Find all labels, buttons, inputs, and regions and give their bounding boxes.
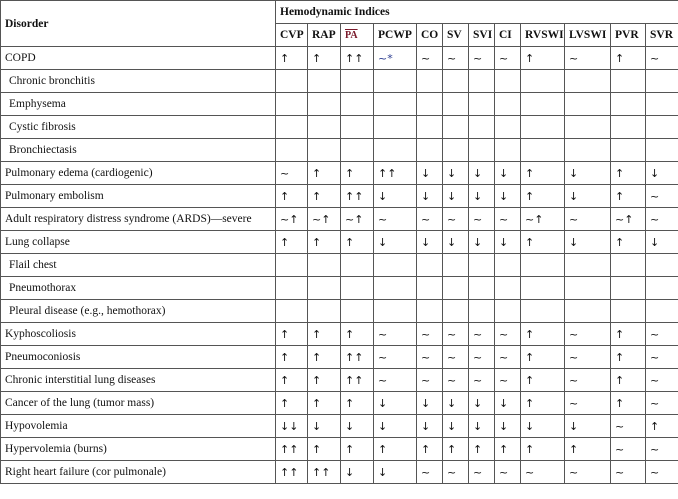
index-value-cell (611, 70, 646, 93)
index-value-cell (469, 139, 495, 162)
index-value-cell: ↑ (308, 185, 341, 208)
index-value-cell (565, 139, 611, 162)
index-value-cell (521, 139, 565, 162)
index-value-cell: ↑↑ (341, 185, 374, 208)
header-row-group (1, 1, 678, 24)
index-value-cell: ~↑ (276, 208, 308, 231)
table-row (1, 93, 678, 116)
index-value-cell: ↓ (417, 162, 443, 185)
disorder-column-header: Disorder (1, 1, 276, 47)
index-value-cell (611, 300, 646, 323)
disorder-name: Cancer of the lung (tumor mass) (1, 392, 276, 415)
index-value-cell: ↓ (374, 415, 417, 438)
index-value-cell (611, 277, 646, 300)
disorder-name: Bronchiectasis (1, 139, 276, 162)
index-value-cell: ↓ (495, 162, 521, 185)
index-value-cell (611, 93, 646, 116)
table-row (1, 415, 678, 438)
table-row (1, 392, 678, 415)
table-row (1, 369, 678, 392)
index-value-cell: ↑ (521, 346, 565, 369)
index-value-cell: ~ (565, 461, 611, 484)
column-header-pcwp: PCWP (374, 24, 417, 47)
index-value-cell (276, 93, 308, 116)
disorder-name: Emphysema (1, 93, 276, 116)
index-value-cell: ~ (611, 461, 646, 484)
index-value-cell (374, 93, 417, 116)
index-value-cell: ↑ (611, 346, 646, 369)
index-value-cell: ↓ (341, 461, 374, 484)
index-value-cell: ~ (565, 392, 611, 415)
index-value-cell: ↓ (374, 461, 417, 484)
index-value-cell: ↓ (443, 162, 469, 185)
index-value-cell: ~ (469, 369, 495, 392)
index-value-cell: ↑ (276, 369, 308, 392)
index-value-cell (443, 277, 469, 300)
index-value-cell (565, 93, 611, 116)
index-value-cell: ~ (646, 461, 678, 484)
index-value-cell (374, 139, 417, 162)
index-value-cell (495, 254, 521, 277)
index-value-cell (611, 254, 646, 277)
index-value-cell: ~ (374, 323, 417, 346)
index-value-cell: ~ (611, 415, 646, 438)
index-value-cell: ↑ (276, 346, 308, 369)
index-value-cell: ↑ (276, 231, 308, 254)
index-value-cell: ↓ (565, 162, 611, 185)
index-value-cell: ↑ (443, 438, 469, 461)
index-value-cell: ↑ (341, 162, 374, 185)
index-value-cell: ~ (495, 346, 521, 369)
index-value-cell (521, 116, 565, 139)
index-value-cell (341, 93, 374, 116)
index-value-cell (521, 254, 565, 277)
index-value-cell: ↓ (646, 231, 678, 254)
index-value-cell: ↑ (521, 392, 565, 415)
index-value-cell: ↑ (521, 231, 565, 254)
index-value-cell: ↑ (276, 392, 308, 415)
table-row (1, 162, 678, 185)
index-value-cell: ↓ (495, 415, 521, 438)
index-value-cell: ~ (646, 438, 678, 461)
column-header-svr: SVR (646, 24, 678, 47)
index-value-cell: ↑ (341, 323, 374, 346)
disorder-name: Chronic interstitial lung diseases (1, 369, 276, 392)
disorder-name: Pulmonary embolism (1, 185, 276, 208)
index-value-cell: ~ (565, 208, 611, 231)
index-value-cell: ~ (646, 392, 678, 415)
index-value-cell (276, 254, 308, 277)
index-value-cell (276, 116, 308, 139)
index-value-cell (374, 116, 417, 139)
table-row (1, 438, 678, 461)
index-value-cell: ~ (469, 208, 495, 231)
index-value-cell: ↑ (611, 47, 646, 70)
index-value-cell: ~ (374, 346, 417, 369)
index-value-cell: ~ (495, 208, 521, 231)
table-row (1, 70, 678, 93)
index-value-cell: ~ (374, 208, 417, 231)
table-row (1, 139, 678, 162)
index-value-cell: ↓ (374, 392, 417, 415)
index-value-cell: ~ (495, 47, 521, 70)
index-value-cell: ↑ (521, 47, 565, 70)
index-value-cell (495, 70, 521, 93)
table-row (1, 323, 678, 346)
index-value-cell: ↓ (495, 231, 521, 254)
index-value-cell (308, 116, 341, 139)
disorder-name: Pneumoconiosis (1, 346, 276, 369)
table-row (1, 461, 678, 484)
index-value-cell: ↓ (469, 185, 495, 208)
index-value-cell: ~↑ (308, 208, 341, 231)
index-value-cell: ↑↑ (341, 47, 374, 70)
index-value-cell: ↑ (308, 323, 341, 346)
index-value-cell (565, 277, 611, 300)
index-value-cell (646, 139, 678, 162)
index-value-cell (469, 254, 495, 277)
index-value-cell (443, 300, 469, 323)
index-value-cell (646, 277, 678, 300)
index-value-cell: ~ (443, 208, 469, 231)
disorder-name: Pleural disease (e.g., hemothorax) (1, 300, 276, 323)
index-value-cell: ↑ (276, 323, 308, 346)
column-header-pvr: PVR (611, 24, 646, 47)
index-value-cell: ↑ (611, 231, 646, 254)
index-value-cell: ↑ (308, 392, 341, 415)
disorder-name: COPD (1, 47, 276, 70)
table-body (1, 47, 678, 484)
index-value-cell (417, 116, 443, 139)
index-value-cell: ~ (276, 162, 308, 185)
index-value-cell: ↓ (374, 231, 417, 254)
index-value-cell: ↑ (521, 323, 565, 346)
disorder-name: Hypovolemia (1, 415, 276, 438)
index-value-cell: ↓ (443, 415, 469, 438)
index-value-cell: ~ (495, 323, 521, 346)
index-value-cell: ↓ (565, 185, 611, 208)
column-header-svi: SVI (469, 24, 495, 47)
index-value-cell: ~ (417, 461, 443, 484)
disorder-name: Right heart failure (cor pulmonale) (1, 461, 276, 484)
index-value-cell: ↓ (417, 231, 443, 254)
index-value-cell: ↑ (646, 415, 678, 438)
index-value-cell (374, 277, 417, 300)
index-value-cell (443, 93, 469, 116)
index-value-cell (308, 93, 341, 116)
disorder-name: Hypervolemia (burns) (1, 438, 276, 461)
index-value-cell (469, 277, 495, 300)
index-value-cell: ~ (443, 461, 469, 484)
index-value-cell (276, 277, 308, 300)
index-value-cell: ↑↑ (276, 461, 308, 484)
index-value-cell: ↑ (341, 392, 374, 415)
index-value-cell: ↑ (308, 231, 341, 254)
index-value-cell: ↑↑ (374, 162, 417, 185)
index-value-cell: ↓ (417, 185, 443, 208)
index-value-cell: ~ (565, 47, 611, 70)
disorder-name: Lung collapse (1, 231, 276, 254)
disorder-name: Adult respiratory distress syndrome (ARDS)—severe (1, 208, 276, 231)
column-header-ci: CI (495, 24, 521, 47)
index-value-cell (341, 254, 374, 277)
table-row (1, 254, 678, 277)
column-header-rap: RAP (308, 24, 341, 47)
index-value-cell (521, 93, 565, 116)
index-value-cell (308, 139, 341, 162)
index-value-cell: ↓ (469, 231, 495, 254)
column-header-rvswi: RVSWI (521, 24, 565, 47)
index-value-cell: ↑ (308, 47, 341, 70)
disorder-name: Flail chest (1, 254, 276, 277)
index-value-cell (521, 300, 565, 323)
hemodynamic-indices-header: Hemodynamic Indices (276, 1, 678, 24)
index-value-cell: ↑ (374, 438, 417, 461)
index-value-cell: ↑ (469, 438, 495, 461)
index-value-cell: ↓ (417, 392, 443, 415)
index-value-cell (308, 277, 341, 300)
index-value-cell (341, 116, 374, 139)
index-value-cell: ↑ (611, 323, 646, 346)
index-value-cell: ↑↑ (341, 346, 374, 369)
index-value-cell: ↓ (469, 392, 495, 415)
column-header-sv: SV (443, 24, 469, 47)
index-value-cell (276, 70, 308, 93)
index-value-cell: ~ (646, 346, 678, 369)
index-value-cell (611, 139, 646, 162)
index-value-cell: ~↑ (611, 208, 646, 231)
index-value-cell (469, 116, 495, 139)
index-value-cell: ~ (443, 47, 469, 70)
index-value-cell: ↑ (308, 162, 341, 185)
index-value-cell: ↑↑ (308, 461, 341, 484)
index-value-cell (276, 300, 308, 323)
index-value-cell (374, 254, 417, 277)
index-value-cell: ↓ (443, 231, 469, 254)
index-value-cell: ↑ (308, 438, 341, 461)
index-value-cell: ↑ (521, 162, 565, 185)
index-value-cell: ~ (417, 346, 443, 369)
disorder-name: Chronic bronchitis (1, 70, 276, 93)
index-value-cell: ~ (646, 208, 678, 231)
index-value-cell: ~ (611, 438, 646, 461)
index-value-cell: ~ (443, 323, 469, 346)
index-value-cell: ↓ (521, 415, 565, 438)
index-value-cell: ~* (374, 47, 417, 70)
index-value-cell (443, 139, 469, 162)
index-value-cell: ~ (417, 369, 443, 392)
index-value-cell: ~ (469, 47, 495, 70)
index-value-cell (417, 139, 443, 162)
index-value-cell: ↑ (611, 185, 646, 208)
index-value-cell (341, 300, 374, 323)
index-value-cell: ↑ (276, 185, 308, 208)
index-value-cell (276, 139, 308, 162)
index-value-cell: ↓ (417, 415, 443, 438)
table-row (1, 346, 678, 369)
index-value-cell: ↓ (565, 415, 611, 438)
table-row (1, 116, 678, 139)
index-value-cell: ↓ (469, 415, 495, 438)
index-value-cell (495, 93, 521, 116)
index-value-cell: ~ (495, 369, 521, 392)
disorder-name: Pneumothorax (1, 277, 276, 300)
index-value-cell: ~ (646, 323, 678, 346)
index-value-cell: ↑ (611, 162, 646, 185)
index-value-cell (469, 70, 495, 93)
index-value-cell: ↑ (521, 185, 565, 208)
index-value-cell: ~ (565, 369, 611, 392)
index-value-cell: ↑ (276, 47, 308, 70)
index-value-cell: ~↑ (521, 208, 565, 231)
index-value-cell (495, 116, 521, 139)
index-value-cell: ↑ (341, 231, 374, 254)
index-value-cell (646, 70, 678, 93)
index-value-cell (374, 70, 417, 93)
disorder-name: Cystic fibrosis (1, 116, 276, 139)
disorder-name: Pulmonary edema (cardiogenic) (1, 162, 276, 185)
index-value-cell (495, 300, 521, 323)
index-value-cell (521, 70, 565, 93)
table-row (1, 300, 678, 323)
index-value-cell: ↑ (308, 346, 341, 369)
index-value-cell: ↓ (469, 162, 495, 185)
index-value-cell: ~ (521, 461, 565, 484)
index-value-cell: ~ (443, 346, 469, 369)
index-value-cell (646, 300, 678, 323)
column-header-lvswi: LVSWI (565, 24, 611, 47)
index-value-cell: ~ (565, 346, 611, 369)
index-value-cell (495, 139, 521, 162)
index-value-cell: ~ (374, 369, 417, 392)
index-value-cell: ↑ (521, 438, 565, 461)
index-value-cell (341, 277, 374, 300)
index-value-cell (417, 93, 443, 116)
index-value-cell: ↓ (341, 415, 374, 438)
index-value-cell: ↓ (495, 185, 521, 208)
index-value-cell (417, 254, 443, 277)
index-value-cell (646, 116, 678, 139)
table-row (1, 277, 678, 300)
table-row (1, 208, 678, 231)
index-value-cell: ↓ (646, 162, 678, 185)
index-value-cell: ↓ (565, 231, 611, 254)
index-value-cell: ~ (417, 208, 443, 231)
index-value-cell: ~ (417, 47, 443, 70)
index-value-cell (646, 254, 678, 277)
index-value-cell: ~ (469, 461, 495, 484)
index-value-cell: ~↑ (341, 208, 374, 231)
index-value-cell (565, 254, 611, 277)
index-value-cell (565, 70, 611, 93)
index-value-cell: ↑ (308, 369, 341, 392)
index-value-cell: ↓ (374, 185, 417, 208)
index-value-cell (565, 116, 611, 139)
index-value-cell: ~ (443, 369, 469, 392)
index-value-cell (417, 300, 443, 323)
index-value-cell: ↑ (341, 438, 374, 461)
index-value-cell: ~ (469, 323, 495, 346)
index-value-cell: ↑↑ (276, 438, 308, 461)
disorder-name: Kyphoscoliosis (1, 323, 276, 346)
index-value-cell (521, 277, 565, 300)
column-header-pa: $\overline{PA}$ (341, 24, 374, 47)
index-value-cell (646, 93, 678, 116)
index-value-cell: ~ (646, 47, 678, 70)
index-value-cell: ~ (646, 185, 678, 208)
index-value-cell: ↓ (443, 392, 469, 415)
index-value-cell (443, 70, 469, 93)
index-value-cell: ~ (469, 346, 495, 369)
column-header-co: CO (417, 24, 443, 47)
index-value-cell: ~ (646, 369, 678, 392)
table-row (1, 231, 678, 254)
index-value-cell: ↓↓ (276, 415, 308, 438)
column-header-cvp: CVP (276, 24, 308, 47)
index-value-cell (417, 277, 443, 300)
index-value-cell (308, 254, 341, 277)
index-value-cell: ↑ (521, 369, 565, 392)
index-value-cell: ~ (495, 461, 521, 484)
table-row (1, 185, 678, 208)
index-value-cell (469, 93, 495, 116)
index-value-cell (341, 139, 374, 162)
index-value-cell (611, 116, 646, 139)
index-value-cell: ↑ (495, 438, 521, 461)
index-value-cell: ↑ (565, 438, 611, 461)
index-value-cell (341, 70, 374, 93)
index-value-cell: ~ (417, 323, 443, 346)
index-value-cell (417, 70, 443, 93)
index-value-cell (374, 300, 417, 323)
index-value-cell: ↓ (443, 185, 469, 208)
index-value-cell (443, 116, 469, 139)
index-value-cell (308, 300, 341, 323)
index-value-cell (308, 70, 341, 93)
index-value-cell: ↑ (611, 392, 646, 415)
table-row (1, 47, 678, 70)
index-value-cell: ↑ (417, 438, 443, 461)
index-value-cell: ↑ (611, 369, 646, 392)
index-value-cell: ↓ (495, 392, 521, 415)
index-value-cell: ↓ (308, 415, 341, 438)
index-value-cell: ↑↑ (341, 369, 374, 392)
index-value-cell (469, 300, 495, 323)
index-value-cell (495, 277, 521, 300)
index-value-cell (565, 300, 611, 323)
index-value-cell: ~ (565, 323, 611, 346)
index-value-cell (443, 254, 469, 277)
